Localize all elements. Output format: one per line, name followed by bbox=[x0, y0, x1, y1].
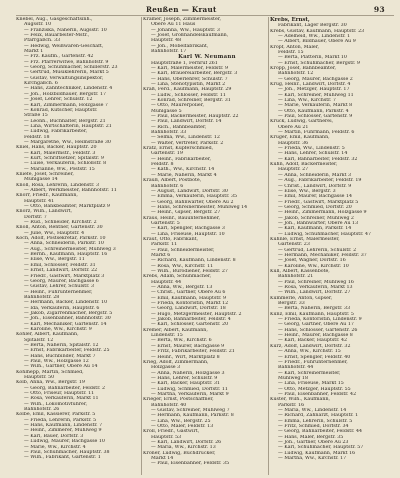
entry-continuation: — Ludwig, Fabrikarbeiter, bbox=[24, 129, 88, 135]
entry-continuation: — Hedwig, Weißwaren-Geschäft, bbox=[24, 43, 104, 49]
entry-continuation: — Hans, Oberlehrer, Schulstr. 7 bbox=[151, 76, 228, 82]
entry-continuation: Bahnhofstr. 17 bbox=[151, 49, 187, 55]
entry-continuation: — Emil, Maurer, Bachgasse 14 bbox=[278, 194, 353, 200]
entry-continuation: — Josef, Wagner, Dorfstr. 16 bbox=[278, 258, 346, 264]
entry-continuation: — Karl, Zimmermann, Holzgasse 7 bbox=[24, 102, 108, 108]
directory-entry: Kropp, Josef, Bahnbeamter, bbox=[270, 65, 337, 71]
directory-entry: Kurz, Adolf, Landwirt, Dorfstr. 32 bbox=[270, 343, 351, 349]
entry-continuation: — Wilh., Bürodiener, Feldstr. 27 bbox=[151, 269, 228, 275]
entry-continuation: Holzgasse 3 bbox=[151, 365, 181, 371]
entry-continuation: — Heinr., Wirt, Marktplatz 8 bbox=[151, 354, 220, 360]
directory-entry: Krieg, Adolf, Zimmermann, bbox=[143, 359, 209, 365]
entry-continuation: — Georg, Maurer, Bachgasse 6 bbox=[24, 278, 99, 284]
entry-continuation: — Ernst, Schuhmacher, Bergstr. 9 bbox=[278, 60, 360, 66]
entry-continuation: — Friedr., Fuhrunternehmer, bbox=[278, 359, 348, 365]
entry-continuation: — Hans, Schlosser, Gartenstr. 26 bbox=[278, 327, 358, 333]
directory-entry: Küster, Wilh., Kaufmann, bbox=[270, 397, 331, 403]
directory-entry: Kümmerle, Anton, Gipser, bbox=[270, 295, 333, 301]
display-entry: Karl W. Neumann bbox=[178, 54, 236, 61]
entry-continuation: — Gustav, Schreiner, Mühlweg 7 bbox=[151, 407, 230, 413]
entry-continuation: Bergstr. 33 bbox=[278, 301, 305, 307]
entry-continuation: — Rich., Bahnbeamter, bbox=[151, 124, 207, 130]
directory-entry: Kraut, Otto, Fabrikant, bbox=[143, 236, 199, 242]
entry-continuation: — Adelheid, Ww., Lindenstr. 1 bbox=[278, 33, 351, 39]
entry-continuation: — Maria, Ww., Lindenstr. 14 bbox=[278, 407, 347, 413]
entry-continuation: — Fritz, Fabrikarbeiter, Feldstr. 21 bbox=[151, 349, 235, 355]
entry-continuation: — Marianne, Ww., Poststr. 15 bbox=[24, 166, 95, 172]
entry-continuation: — Hans, Buchbinder, Markt 7 bbox=[24, 353, 96, 359]
entry-continuation: — Otto, Maurerpolier, bbox=[151, 103, 204, 109]
entry-continuation: — Hermann, Bäcker, Lindenstr. 10 bbox=[24, 300, 108, 306]
entry-continuation: — Aug., Fabrikarbeiter, Feldstr. 19 bbox=[278, 178, 362, 184]
entry-continuation: — Georg, Bahnarbeiter, Feldstr. 44 bbox=[278, 429, 363, 435]
entry-continuation: — Konrad, Kutscher, Hauptstr. bbox=[24, 107, 98, 113]
entry-continuation: — Paul, Ww., Holzgasse 12 bbox=[24, 359, 89, 364]
entry-continuation: — Karl, Schreiner, Mühlweg 11 bbox=[278, 92, 354, 98]
entry-continuation: Hauptstr. 50 bbox=[24, 375, 55, 381]
entry-continuation: Augsstr. 10 bbox=[24, 22, 52, 28]
entry-continuation: — Jakob, Bahnarbeiter, Feldstr. 4 bbox=[151, 317, 231, 323]
entry-continuation: Hauptstr. 27 bbox=[278, 167, 309, 173]
entry-continuation: Bahnhofstr. 21 bbox=[278, 274, 314, 280]
entry-continuation: Parkstr. 16 bbox=[278, 402, 305, 408]
entry-continuation: — Jakob, Zigarrenmacher, Bergstr. 5 bbox=[24, 310, 113, 316]
entry-continuation: Gartenstr. 5 bbox=[151, 220, 180, 226]
entry-continuation: Lindenstr. 15 bbox=[151, 333, 183, 339]
entry-continuation: — Otto, Friseur, Hauptstr. 11 bbox=[24, 391, 95, 397]
entry-continuation: — Karl, Bahnarbeiter, Feldstr. 32 bbox=[278, 156, 358, 162]
entry-continuation: — Karl, Schuhmacher, Hauptstr. 57 bbox=[278, 445, 364, 451]
directory-entry: Krug, Heinr., Landwirt, Dorfstr. 4 bbox=[270, 81, 351, 87]
entry-continuation: — Albert, Bildhauer, Obere Au 9 bbox=[278, 39, 356, 45]
entry-continuation: — Emma, Verkäuferin, Hauptstr. 35 bbox=[151, 194, 238, 200]
entry-continuation: — Fritz, Schmied, Dorfstr. 34 bbox=[278, 423, 349, 429]
entry-continuation: — Otto, Maler, Feldstr. 13 bbox=[151, 423, 214, 429]
entry-continuation: — Georg, Landwirt, Dorfstr. 18 bbox=[151, 306, 226, 312]
entry-continuation: — Elise, Ww., Bergstr. 11 bbox=[24, 257, 85, 263]
entry-continuation: — Lina, Stenotypistin, Markt 2 bbox=[151, 81, 226, 87]
entry-continuation: — Karl, Schlosser, Gartenstr. 20 bbox=[151, 322, 229, 328]
entry-continuation: Pfarrgäßch. 33 bbox=[24, 38, 61, 44]
directory-entry: Kohler, Albert, Kaufmann, bbox=[16, 332, 79, 338]
directory-entry: Kull, Albert, Kassenbote, bbox=[270, 269, 330, 275]
entry-continuation: — Anna, Ww., Bergstr. 13 bbox=[151, 285, 213, 291]
entry-continuation: — Karoline, Ww., Kirchstr. 9 bbox=[24, 326, 92, 332]
entry-continuation: — Ernst, Landwirt, Dorfstr. 22 bbox=[24, 268, 98, 274]
entry-continuation: — Karl, Bauer, Dorfstr. 3 bbox=[24, 433, 84, 439]
entry-continuation: Bahnhofstr. 26 bbox=[24, 407, 60, 413]
entry-continuation: — Ludwig, Schmied, Dorfstr. 11 bbox=[151, 386, 228, 392]
entry-continuation: Fabrikant, Lager Bergstr. 30 bbox=[278, 23, 347, 29]
entry-continuation: Feldstr. 8 bbox=[151, 162, 174, 168]
entry-continuation: — Frz. Kaufm., Gartenstr. 42 bbox=[24, 54, 94, 60]
entry-continuation: — Heinr., Gipser, Bergstr. 27 bbox=[151, 210, 221, 216]
entry-continuation: — Rud., Schneider, Kirchstr. 2 bbox=[24, 220, 97, 226]
entry-continuation: — Berta, Plätterin, Markt 10 bbox=[278, 55, 347, 61]
entry-continuation: — Lina, Wirtschafterin, Hauptstr. 21 bbox=[24, 123, 112, 129]
entry-continuation: — Hermann, Kaufmann, Parkstr. 8 bbox=[151, 413, 234, 419]
entry-continuation: — Martha, Verkäuferin, Markt 9 bbox=[151, 391, 229, 397]
entry-continuation: — Ludwig, Maurer, Bachgasse 10 bbox=[24, 439, 105, 445]
entry-continuation: — Heinr., Fabrikarbeiter, bbox=[151, 156, 212, 162]
entry-continuation: — Otto, Kaufmann, Parkstr. 4 bbox=[278, 108, 349, 114]
directory-entry: Kraß, Ferd., Kaufmann, Hauptstr. 29 bbox=[143, 87, 232, 93]
entry-continuation: — Paul, Schreiner, Mühlweg 16 bbox=[278, 279, 354, 285]
entry-continuation: — Joh., Holzbildhauer, Bergstr. 17 bbox=[24, 91, 107, 97]
entry-continuation: — Frieda, Lehrerin, Parkstr. 5 bbox=[24, 417, 97, 423]
entry-continuation: — Friedr., Gastwirt, Marktplatz 3 bbox=[24, 273, 105, 279]
directory-entry: Kolb, Anna, Ww., Bergstr. 19 bbox=[16, 380, 85, 386]
page-number: 93 bbox=[373, 5, 385, 14]
entry-continuation: — Ernst, Fabrikarbeiter, Feldstr. 25 bbox=[24, 348, 110, 354]
entry-continuation: — Lina, Friseuse, Markt 15 bbox=[278, 381, 344, 387]
entry-continuation: — Joh., Gärtner, Obere Au 23 bbox=[278, 440, 349, 446]
directory-entry: Kniefe, Josef, Schreiner, bbox=[16, 171, 74, 177]
entry-continuation: — Leonh., Buchhalter, Bergstr. 21 bbox=[24, 118, 106, 124]
entry-continuation: Bahnhofstr. 40 bbox=[151, 402, 187, 408]
entry-continuation: — Walter, Vertreter, Parkstr. 2 bbox=[151, 140, 224, 146]
entry-continuation: — Johanna, Ww., Hauptstr. 3 bbox=[151, 27, 220, 33]
entry-continuation: — Karl, Kaufmann, Parkstr. 14 bbox=[278, 226, 352, 232]
directory-entry: Knorr, Friedr., Kaufmann, bbox=[16, 193, 78, 199]
entry-continuation: — Jakob, Schreiner, Mühlweg 2 bbox=[278, 215, 354, 221]
entry-continuation: — Anna, Ww., Kirchstr. 15 bbox=[278, 349, 341, 355]
entry-continuation: Hauptstr. 44 bbox=[151, 279, 182, 285]
entry-continuation: — Karl, Schreinermeister, bbox=[278, 370, 341, 376]
directory-entry: Krüger, Emil, Kaufmann, bbox=[270, 135, 330, 141]
entry-continuation: — Franziska, Näherin, Augsstr. 10 bbox=[24, 27, 107, 33]
entry-continuation: — Emma, Lehrerin, Schulstr. 5 bbox=[278, 418, 353, 424]
entry-continuation: — Marie, Näherin, Markt 4 bbox=[151, 172, 217, 178]
entry-continuation: Hauptstr. 41 bbox=[24, 198, 55, 204]
directory-entry: Knorz, Wilh., Landwirt, bbox=[16, 209, 73, 215]
entry-continuation: — Georg, Schmied, Dorfstr. 20 bbox=[278, 204, 352, 210]
entry-continuation: — Ludwig, Schuhmacher, Hauptstr. 47 bbox=[278, 231, 372, 237]
entry-continuation: — Rosa, Verkäuferin, Markt 13 bbox=[278, 285, 353, 291]
entry-continuation: — Anna, Näherin, Holzgasse 3 bbox=[151, 370, 225, 376]
entry-continuation: Markt 6 bbox=[151, 252, 171, 258]
entry-continuation: Obere Au 21 bbox=[278, 124, 309, 130]
directory-entry: Krieger, Ernst, Postschaffner, bbox=[143, 397, 214, 403]
entry-continuation: Hauptstr. 48 bbox=[151, 38, 182, 44]
entry-continuation: Feldstr. 18 bbox=[24, 134, 50, 140]
entry-continuation: — Paul, Landwirt, Dorfstr. 14 bbox=[151, 119, 222, 125]
entry-continuation: — Karl, Bäcker, Hauptstr. 42 bbox=[278, 338, 348, 344]
entry-continuation: — Frieda, Kontoristin, Lindenstr. 9 bbox=[278, 317, 362, 323]
entry-continuation: — August, Landwirt, Dorfstr. 30 bbox=[151, 188, 228, 194]
entry-continuation: — Wilh., Lokomotivführer, bbox=[24, 401, 88, 407]
entry-continuation: — Karoline, Ww., Kirchstr. 10 bbox=[278, 263, 349, 269]
directory-entry: Kuhnle, Ernst, Malermeister, bbox=[270, 236, 340, 242]
entry-continuation: — Otto, Metzger, Hauptstr. 55 bbox=[278, 386, 351, 392]
entry-continuation: Spitalstr. 12 bbox=[24, 337, 54, 343]
entry-continuation: — Joh., Bahnwärter, Obere Au 13 bbox=[278, 220, 359, 226]
header-rule bbox=[16, 15, 394, 16]
entry-continuation: — Paul, Eisenbahner, Feldstr. 42 bbox=[278, 391, 357, 397]
entry-continuation: — Hans, Kaufmann, Lindenstr. 7 bbox=[24, 423, 103, 429]
entry-continuation: — Christ., Landwirt, Dorfstr. 9 bbox=[278, 183, 352, 189]
entry-continuation: Bahnhofstr. 44 bbox=[278, 365, 314, 371]
entry-continuation: — Karl, Brauereiarbeiter, Bergstr. 3 bbox=[151, 71, 238, 77]
entry-continuation: — Frz. Pfarrerwitwe, Bahnhofstr. 9 bbox=[24, 59, 109, 65]
entry-continuation: — Hans, Schreinermeister, Mühlweg 14 bbox=[151, 204, 248, 210]
entry-continuation: — Martin, Fuhrmann, Feldstr. 6 bbox=[278, 130, 355, 136]
directory-column-middle bbox=[143, 17, 271, 475]
entry-continuation: Gartenstr. 19 bbox=[151, 151, 183, 157]
entry-continuation: — Ludw., Schlosser, Feldstr. 11 bbox=[151, 92, 226, 98]
entry-continuation: Bahnhofstr. 12 bbox=[278, 71, 314, 77]
directory-entry: Kohlhepp, Martin, Schmied, bbox=[16, 369, 84, 375]
entry-continuation: — Ida, Verkäuferin, Hauptstr. 6 bbox=[24, 305, 100, 311]
entry-continuation: — Julie, Ww., Hauptstr. 4 bbox=[24, 230, 85, 236]
entry-continuation: — Hans, Zahntechniker, Lindenstr. 4 bbox=[24, 86, 113, 92]
entry-continuation: — Marie, Verkäuferin, Markt 8 bbox=[278, 103, 353, 109]
entry-continuation: — Lina, Ww., Bergstr. 25 bbox=[151, 418, 211, 424]
entry-continuation: — Karl, Malermeister, Feldstr. 9 bbox=[151, 65, 229, 71]
entry-continuation: — Felix, Bauarbeiter-Mstr., bbox=[24, 33, 90, 39]
entry-continuation: Kirchgäßch. 6 bbox=[24, 81, 58, 87]
entry-continuation: — Heinr., Zimmermann, Holzgasse 9 bbox=[278, 210, 367, 216]
entry-continuation: — Ludwig, Kaufmann, Markt 16 bbox=[278, 450, 356, 456]
directory-entry: Kunz, Emil, Kaufmann, Hauptstr. 5 bbox=[270, 311, 354, 317]
entry-continuation: — Kurt, Schriftsetzer, Spitalstr. 9 bbox=[24, 155, 104, 161]
entry-continuation: — Georg, Gärtner, Obere Au 17 bbox=[278, 322, 354, 328]
entry-continuation: — Gustav, Verwaltungsinspektor, bbox=[24, 75, 104, 81]
entry-continuation: Dorfstr. 7 bbox=[24, 214, 47, 220]
directory-entry: Knöll, Anton, Rentner, Gartenstr. 30 bbox=[16, 225, 103, 231]
entry-continuation: — Friedr., Gastwirt, Marktplatz 5 bbox=[278, 199, 359, 205]
entry-continuation: Parkstr. 11 bbox=[151, 242, 178, 248]
entry-continuation: Feldstr. 15 bbox=[278, 49, 304, 55]
entry-continuation: — Karl, Malermstr., Feldstr. 3 bbox=[24, 150, 96, 156]
entry-continuation: — Kath., Ww., Kirchstr. 14 bbox=[151, 167, 215, 173]
entry-continuation: — Martha, Ww., Kirchstr. 17 bbox=[278, 456, 347, 462]
entry-continuation: — Frieda, Kontoristin, Markt 12 bbox=[151, 301, 229, 307]
entry-continuation: Mühlweg 18 bbox=[278, 375, 308, 381]
directory-entry: Kraus, Heinr., Bauunternehmer, bbox=[143, 215, 220, 221]
entry-continuation: — Gertrud, Lehrerin, Schulstr. 2 bbox=[278, 247, 357, 253]
entry-continuation: Gartenstr. 23 bbox=[278, 242, 310, 248]
entry-continuation: — Josef, Großhandelskaufmann, bbox=[151, 33, 229, 39]
directory-entry: Knebel, Aug., Gasgeschäftsinh., bbox=[16, 17, 93, 22]
entry-continuation: Hauptstraße 1, Fernruf 261 bbox=[151, 60, 218, 66]
entry-continuation: — Emil, Kaufmann, Hauptstr. 9 bbox=[151, 295, 227, 301]
directory-entry: Kremer, Albert, Kaufmann, bbox=[143, 327, 208, 333]
directory-entry: Koch, Adolf, Postsekretär, Parkstr. 10 bbox=[16, 236, 106, 242]
directory-entry: Kröner, Ludwig, Buchdrucker, bbox=[143, 450, 216, 456]
entry-continuation: — Paul, Schuhmacher, Hauptstr. 38 bbox=[24, 449, 110, 455]
entry-continuation: — Anna, Schneiderin, Markt 3 bbox=[278, 172, 352, 178]
entry-continuation: — Richard, Kaufmann, Lindenstr. 8 bbox=[151, 258, 236, 264]
entry-continuation: — Anna, Schneiderin, Parkstr. 10 bbox=[24, 241, 104, 247]
entry-continuation: Bahnhofstr. 28 bbox=[24, 294, 60, 300]
entry-continuation: — Karl, Spengler, Bachgasse 3 bbox=[151, 226, 225, 232]
entry-continuation: — Hans, Lehrer, Schulstr. 14 bbox=[278, 151, 348, 157]
entry-continuation: — Margarethe, Ww., Heimstraße 30 bbox=[24, 139, 111, 145]
entry-continuation: — Richard, Zahnarzt, Hauptstr. 1 bbox=[278, 413, 359, 419]
entry-continuation: — Gertrud, Musiklehrerin, Markt 5 bbox=[24, 70, 109, 76]
directory-entry: Kropf, Anton, Maler, bbox=[270, 44, 319, 50]
entry-continuation: Hauptstr. 36 bbox=[278, 140, 309, 146]
entry-continuation: — Karl, Landwirt, Dorfstr. 26 bbox=[151, 440, 222, 446]
entry-continuation: — Lina, Friseuse, Hauptstr. 10 bbox=[151, 231, 225, 237]
directory-entry: Kratz, Ernst, Kupferschmied, bbox=[143, 146, 214, 152]
entry-continuation: — Berta, Näherin, Spitalstr. 12 bbox=[24, 342, 99, 348]
entry-continuation: Markt 1 bbox=[24, 49, 44, 55]
directory-entry: Krebs, Gustav, Kaufmann, Hauptstr. 23 bbox=[270, 28, 365, 34]
entry-continuation: — Frieda, Ww., Lindenstr. 5 bbox=[278, 146, 345, 152]
entry-continuation: — Maria, Ww., Kirchstr. 13 bbox=[151, 445, 216, 451]
directory-entry: Kniel, Hans, Bäcker, Hauptstr. 20 bbox=[16, 145, 97, 151]
entry-continuation: — Hermann, Mechaniker, Feldstr. 37 bbox=[278, 252, 367, 258]
display-entry: Krebs, Ernst, bbox=[270, 17, 310, 23]
entry-continuation: — Berta, Ww., Kirchstr. 6 bbox=[151, 338, 212, 344]
entry-continuation: — Georg, Maurer, Bachgasse 2 bbox=[278, 76, 353, 82]
entry-continuation: — Aug., Schreinermeister, Mühlweg 3 bbox=[24, 246, 116, 252]
entry-continuation: Markt 14 bbox=[151, 456, 174, 462]
directory-entry: Kramer, Joseph, Zimmermeister, bbox=[143, 17, 222, 22]
entry-continuation: Straße 15 bbox=[24, 113, 48, 119]
entry-continuation: — Emil, Schlosser, Feldstr. 31 bbox=[24, 262, 96, 268]
running-head: Reußen — Kraut bbox=[146, 5, 217, 14]
entry-continuation: — Luise, Verkäuferin, Schloßstr. 8 bbox=[24, 161, 107, 167]
directory-entry: Kruck, Ludwig, Gärtnerei, bbox=[270, 119, 334, 125]
entry-continuation: — Josef, Lehrer, Schulstr. 12 bbox=[24, 97, 93, 103]
entry-continuation: — Christ., Gärtner, Obere Au 6 bbox=[151, 290, 226, 296]
entry-continuation: — Paul, Schneidermeister, bbox=[151, 247, 215, 253]
entry-continuation: — Hans, Maler, Bergstr. 35 bbox=[278, 434, 344, 440]
entry-continuation: — Rosa, Verkäuferin, Markt 11 bbox=[24, 396, 99, 402]
directory-entry: Krauß, Albert, Postbote, bbox=[143, 178, 202, 184]
entry-continuation: — Selma, Ww., Lindenstr. 12 bbox=[151, 135, 220, 141]
entry-continuation: — Berta, Näherin, Bergstr. 33 bbox=[278, 306, 351, 312]
entry-continuation: — Ernst, Maurer, Bachgasse 9 bbox=[151, 343, 225, 349]
entry-continuation: — Heinr., Maurer, Bachgasse 8 bbox=[278, 333, 353, 339]
entry-continuation: — Georg, Bahnarbeiter, Feldstr. 2 bbox=[24, 385, 106, 391]
entry-continuation: — Elise, Ww., Bergstr. 3 bbox=[278, 188, 336, 194]
entry-continuation: Bahnhofstr. 6 bbox=[151, 183, 184, 189]
entry-continuation: — Albert, Werkmeister, Bahnhofstr. 11 bbox=[24, 188, 117, 193]
entry-continuation: — Paul, Bäckermeister, Hauptstr. 22 bbox=[151, 114, 239, 120]
entry-continuation: — Joh., Eisenbahner, Bahnhofstr. 30 bbox=[24, 316, 111, 322]
entry-continuation: — Wilh., Landwirt, Dorfstr. 27 bbox=[278, 290, 351, 296]
entry-continuation: — Joh., Möbelfabrikant, bbox=[151, 43, 209, 49]
entry-continuation: — Georg, Bahnwärter, Obere Au 2 bbox=[151, 199, 234, 205]
entry-continuation: — Paul, Schlosser, Gartenstr. 9 bbox=[278, 114, 353, 120]
entry-continuation: — Heinr., Fuhrunternehmer, bbox=[24, 289, 93, 295]
entry-continuation: — Bernh., Kaufmann, Hauptstr. 16 bbox=[24, 252, 108, 258]
entry-continuation: — Lina, Ww., Kirchstr. 7 bbox=[278, 98, 336, 104]
entry-continuation: — Hugo, Metzgermeister, Hauptstr. 2 bbox=[151, 311, 242, 317]
entry-continuation: — Karl, Mechaniker, Gartenstr. 14 bbox=[24, 321, 107, 327]
entry-continuation: — Marie, Ww., Kirchstr. 4 bbox=[24, 444, 86, 450]
entry-continuation: Bahnhofstr. 33 bbox=[151, 130, 187, 136]
entry-continuation: Mühlgasse 5 bbox=[151, 108, 182, 114]
entry-continuation: — Heinr., Zimmerer, Mühlweg 9 bbox=[24, 428, 102, 434]
entry-continuation: Obere Au 11 Haus bbox=[151, 22, 196, 28]
directory-column-right bbox=[270, 17, 398, 475]
entry-continuation: — Georg, Schuhmacher, Schillerstr. 23 bbox=[24, 65, 118, 71]
entry-continuation: — Hans, Lehrer, Schulstr. 9 bbox=[151, 375, 218, 381]
entry-continuation: Hauptstr. 53 bbox=[151, 434, 182, 440]
entry-continuation: — Wilh., Gärtner, Obere Au 14 bbox=[24, 364, 98, 370]
directory-entry: Krebs, Adam, Schuhmacher, bbox=[143, 274, 212, 280]
entry-continuation: Mühlgasse 14 bbox=[24, 177, 58, 183]
entry-continuation: — Konrad, Schreiner, Bergstr. 31 bbox=[151, 98, 231, 104]
directory-entry: Knoll, Rosa, Lehrerin, Lindenstr. 3 bbox=[16, 182, 100, 188]
entry-continuation: — Otto, Bankbeamter, Marktplatz 9 bbox=[24, 204, 110, 210]
entry-continuation: — Joh., Metzger, Hauptstr. 17 bbox=[278, 87, 350, 93]
entry-continuation: — Karl, Bäcker, Hauptstr. 31 bbox=[151, 381, 221, 387]
entry-continuation: — Gustav, Lehrer, Schulstr. 3 bbox=[24, 284, 94, 290]
entry-continuation: — Rosa, Ww., Kirchstr. 11 bbox=[151, 263, 214, 269]
directory-entry: Kroll, Friedr., Gastwirt, bbox=[143, 429, 200, 435]
entry-continuation: — Paul, Eisenbahner, Feldstr. 35 bbox=[151, 461, 230, 467]
directory-entry: Kolbe, Emil, Kassierer, Parkstr. 5 bbox=[16, 412, 96, 418]
entry-continuation: — Wilh., Fabrikant, Gartenstr. 1 bbox=[24, 455, 101, 461]
directory-entry: Kuhn, Adolf, Bäckermeister, bbox=[270, 162, 338, 168]
directory-column-left bbox=[16, 17, 144, 475]
entry-continuation: — Ernst, Spengler, Feldstr. 40 bbox=[278, 354, 351, 360]
